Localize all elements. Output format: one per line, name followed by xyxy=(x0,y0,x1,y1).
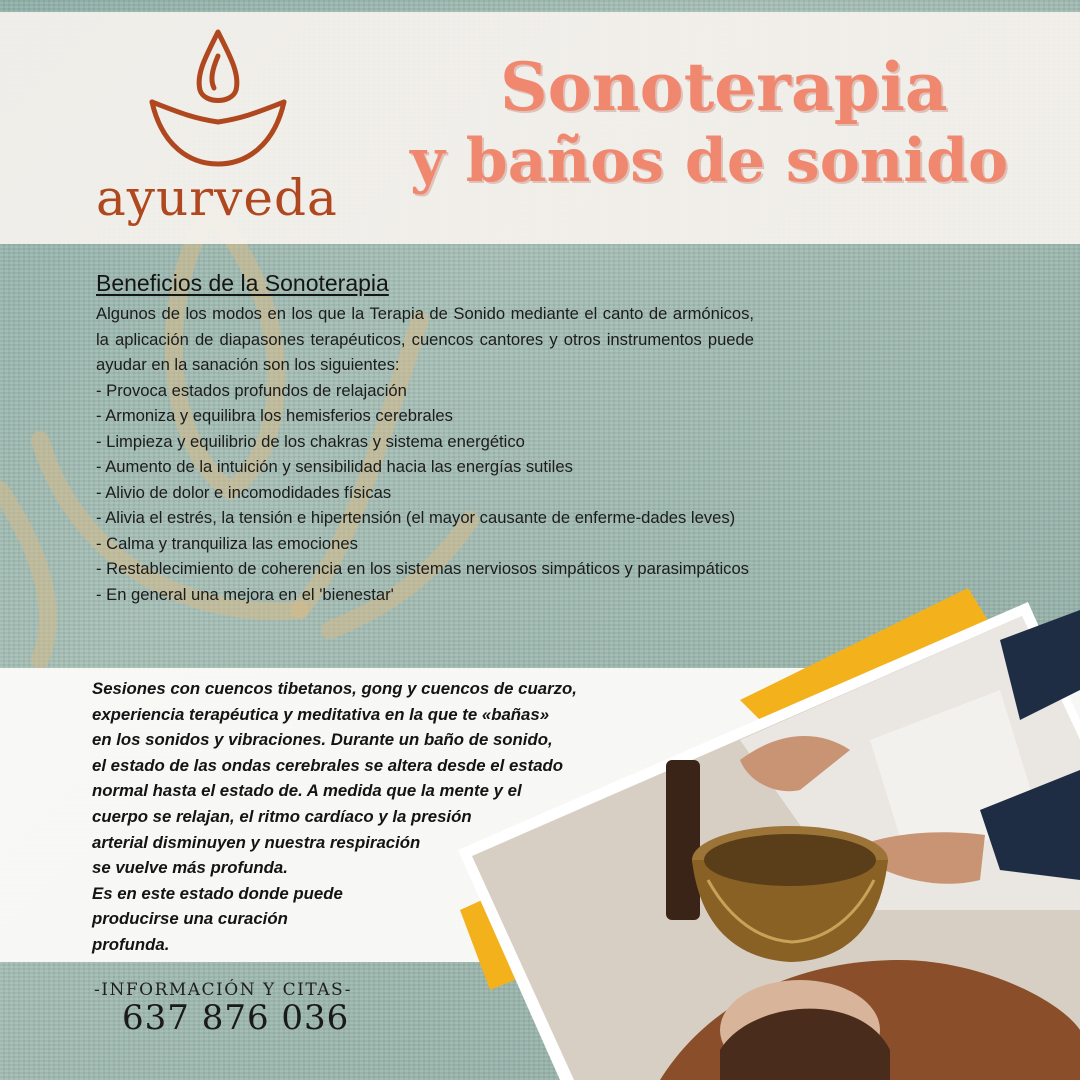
session-line: en los sonidos y vibraciones. Durante un baño de sonido, xyxy=(92,730,553,750)
benefit-item: - Armoniza y equilibra los hemisferios cerebrales xyxy=(96,406,453,425)
logo-text: ayurveda xyxy=(96,169,338,227)
benefit-item: - Calma y tranquiliza las emociones xyxy=(96,533,358,553)
lotus-flame-icon xyxy=(148,26,288,176)
session-line: Sesiones con cuencos tibetanos, gong y cuencos de cuarzo, xyxy=(92,679,577,698)
benefit-item: - Alivia el estrés, la tensión e hipertensión (el mayor causante de enferme-dades leves) xyxy=(96,508,736,527)
session-line: cuerpo se relajan, el ritmo cardíaco y la presión xyxy=(92,806,472,826)
session-line: experiencia terapéutica y meditativa en la que te «bañas» xyxy=(92,704,550,724)
title-line-2: y baños de sonido xyxy=(410,126,1009,196)
contact-label: -INFORMACIÓN Y CITAS- xyxy=(94,980,353,1000)
benefit-item: - Restablecimiento de coherencia en los sistemas nerviosos simpáticos y parasimpáticos xyxy=(96,559,749,578)
benefit-item: - Aumento de la intuición y sensibilidad hacia las energías sutiles xyxy=(96,457,573,476)
benefits-heading: Beneficios de la Sonoterapia xyxy=(96,270,389,296)
session-line: Es en este estado donde puede xyxy=(92,883,343,903)
session-line: el estado de las ondas cerebrales se altera desde el estado xyxy=(92,755,564,775)
session-line: arterial disminuyen y nuestra respiración xyxy=(92,832,421,852)
benefit-item: - Alivio de dolor e incomodidades físicas xyxy=(96,482,392,502)
session-line: normal hasta el estado de. A medida que la mente y el xyxy=(92,781,522,801)
session-line: profunda. xyxy=(92,934,170,954)
benefits-intro: Algunos de los modos en los que la Terapia de Sonido mediante el canto de armónicos, la aplicación de diapasones terapéuticos, cuencos cantores y otros instrumentos puede ayudar en la sanación son los siguientes: xyxy=(96,304,754,374)
title-line-1: Sonoterapia xyxy=(500,48,948,126)
benefit-item: - Limpieza y equilibrio de los chakras y sistema energético xyxy=(96,431,525,451)
session-line: se vuelve más profunda. xyxy=(92,858,288,878)
contact-phone[interactable]: 637 876 036 xyxy=(122,998,350,1038)
benefit-item: - Provoca estados profundos de relajación xyxy=(96,380,407,400)
benefits-section xyxy=(96,270,754,607)
benefit-item: - En general una mejora en el 'bienestar' xyxy=(96,584,394,604)
session-line: producirse una curación xyxy=(92,909,288,929)
sessions-description xyxy=(92,676,652,958)
